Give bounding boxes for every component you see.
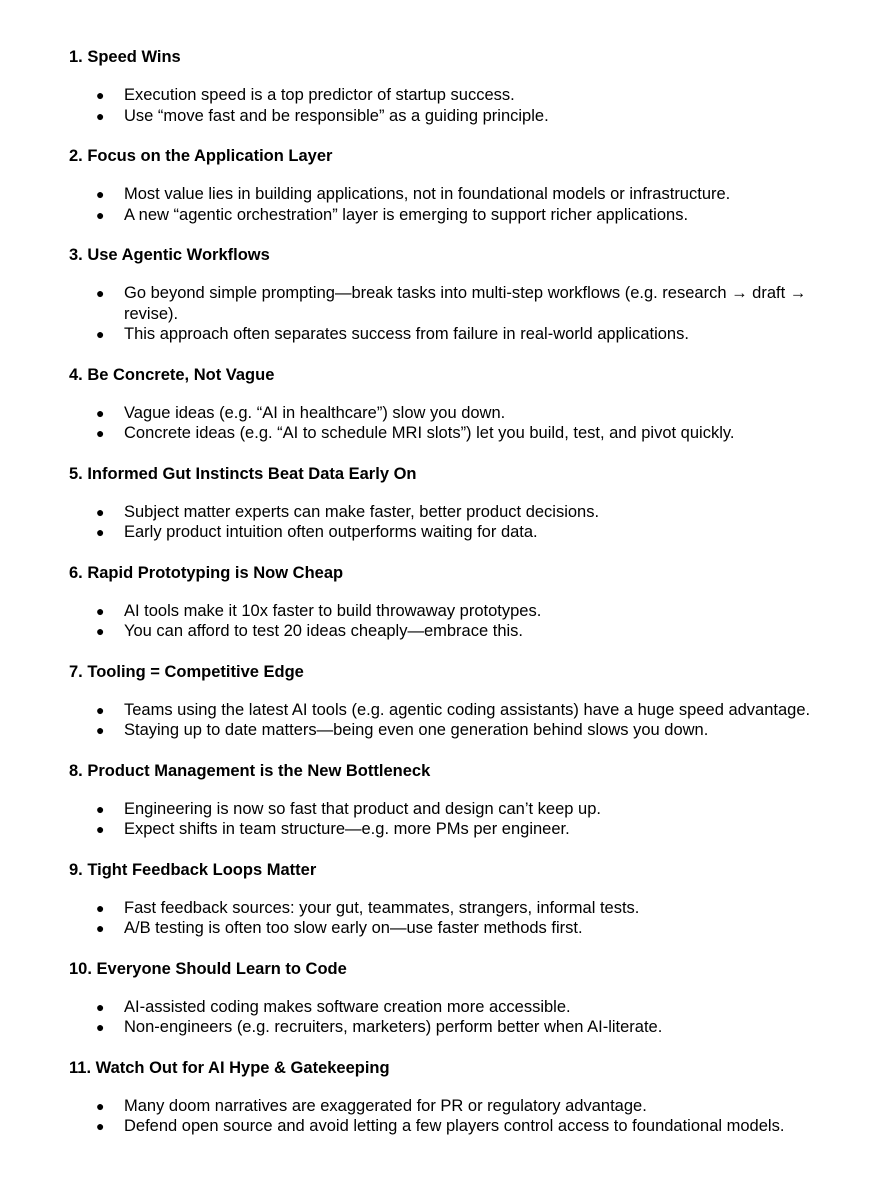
section-agentic-workflows (69, 244, 851, 345)
bullet-list (69, 85, 851, 126)
bullet-text: Execution speed is a top predictor of startup success. (124, 86, 515, 104)
section-gut-instincts (69, 463, 851, 543)
bullet-text: Go beyond simple prompting—break tasks into multi-step workflows (e.g. research → draft → revise). (124, 284, 807, 323)
bullet-item (69, 184, 824, 205)
bullet-item (69, 819, 824, 840)
section-title: 4. Be Concrete, Not Vague (69, 365, 275, 384)
bullet-dot-icon: ● (96, 998, 105, 1015)
bullet-dot-icon: ● (96, 1019, 105, 1035)
bullet-item (69, 918, 824, 939)
bullet-item (69, 283, 824, 324)
section-title: 3. Use Agentic Workflows (69, 246, 270, 264)
bullet-dot-icon: ● (96, 920, 105, 936)
bullet-text: Early product intuition often outperforms waiting for data. (124, 523, 538, 541)
bullet-item (69, 106, 824, 127)
bullet-text: AI tools make it 10x faster to build throwaway prototypes. (124, 601, 542, 620)
section-tooling (69, 661, 851, 741)
bullet-item (69, 522, 824, 543)
bullet-dot-icon: ● (96, 623, 105, 639)
section-title: 2. Focus on the Application Layer (69, 147, 333, 165)
bullet-text: A/B testing is often too slow early on—use faster methods first. (124, 919, 583, 937)
bullet-list (69, 898, 851, 939)
bullet-list (69, 283, 851, 345)
bullet-list (69, 184, 851, 225)
bullet-text: Expect shifts in team structure—e.g. more PMs per engineer. (124, 820, 570, 838)
bullet-item (69, 423, 824, 444)
bullet-dot-icon: ● (96, 701, 105, 718)
bullet-dot-icon: ● (96, 107, 105, 124)
bullet-dot-icon: ● (96, 899, 105, 916)
bullet-dot-icon: ● (96, 821, 105, 837)
bullet-text: Use “move fast and be responsible” as a guiding principle. (124, 106, 549, 125)
bullet-text: Many doom narratives are exaggerated for PR or regulatory advantage. (124, 1096, 647, 1115)
bullet-item (69, 502, 824, 523)
bullet-text: Fast feedback sources: your gut, teammates, strangers, informal tests. (124, 898, 640, 917)
bullet-text: A new “agentic orchestration” layer is emerging to support richer applications. (124, 205, 689, 224)
bullet-dot-icon: ● (96, 425, 105, 441)
bullet-item (69, 997, 824, 1018)
bullet-item (69, 403, 824, 424)
bullet-list (69, 601, 851, 642)
bullet-list (69, 403, 851, 444)
bullet-dot-icon: ● (96, 602, 105, 619)
section-ai-hype (69, 1057, 851, 1137)
bullet-item (69, 720, 824, 741)
bullet-item (69, 799, 824, 820)
section-speed-wins (69, 46, 851, 126)
bullet-text: Non-engineers (e.g. recruiters, marketers) perform better when AI-literate. (124, 1018, 663, 1036)
bullet-text: This approach often separates success from failure in real-world applications. (124, 325, 689, 343)
bullet-dot-icon: ● (96, 206, 105, 223)
section-title: 11. Watch Out for AI Hype & Gatekeeping (69, 1058, 390, 1077)
bullet-dot-icon: ● (96, 326, 105, 342)
bullet-dot-icon: ● (96, 87, 105, 103)
section-title: 8. Product Management is the New Bottleneck (69, 761, 431, 780)
bullet-item (69, 1017, 824, 1038)
section-title: 1. Speed Wins (69, 48, 181, 66)
bullet-text: Subject matter experts can make faster, better product decisions. (124, 502, 600, 521)
bullet-item (69, 85, 824, 106)
bullet-text: Vague ideas (e.g. “AI in healthcare”) slow you down. (124, 403, 506, 422)
bullet-text: You can afford to test 20 ideas cheaply—embrace this. (124, 622, 523, 640)
section-title: 5. Informed Gut Instincts Beat Data Early On (69, 464, 417, 483)
bullet-text: Concrete ideas (e.g. “AI to schedule MRI slots”) let you build, test, and pivot quickly. (124, 424, 735, 442)
section-application-layer (69, 145, 851, 225)
bullet-list (69, 997, 851, 1038)
bullet-text: Most value lies in building applications, not in foundational models or infrastructure. (124, 185, 731, 203)
bullet-item (69, 205, 824, 226)
bullet-text: Teams using the latest AI tools (e.g. agentic coding assistants) have a huge speed advantage. (124, 700, 811, 719)
bullet-dot-icon: ● (96, 503, 105, 520)
bullet-item (69, 1116, 864, 1137)
bullet-dot-icon: ● (96, 1118, 105, 1134)
bullet-list (69, 1096, 851, 1137)
bullet-dot-icon: ● (96, 722, 105, 738)
section-rapid-prototyping (69, 562, 851, 642)
bullet-item (69, 601, 824, 622)
bullet-item (69, 324, 824, 345)
bullet-text: Staying up to date matters—being even one generation behind slows you down. (124, 721, 709, 739)
section-title: 7. Tooling = Competitive Edge (69, 662, 304, 681)
bullet-text: Engineering is now so fast that product and design can’t keep up. (124, 799, 601, 818)
bullet-list (69, 700, 851, 741)
bullet-text: AI-assisted coding makes software creation more accessible. (124, 997, 571, 1016)
bullet-dot-icon: ● (96, 1097, 105, 1114)
section-title: 6. Rapid Prototyping is Now Cheap (69, 563, 344, 582)
bullet-dot-icon: ● (96, 800, 105, 817)
section-title: 10. Everyone Should Learn to Code (69, 959, 347, 978)
bullet-text: Defend open source and avoid letting a few players control access to foundational models. (124, 1117, 785, 1135)
bullet-list (69, 502, 851, 543)
section-title: 9. Tight Feedback Loops Matter (69, 860, 317, 879)
bullet-dot-icon: ● (96, 285, 105, 301)
bullet-item (69, 700, 864, 721)
bullet-dot-icon: ● (96, 186, 105, 202)
bullet-dot-icon: ● (96, 524, 105, 540)
bullet-item (69, 898, 824, 919)
bullet-item (69, 1096, 824, 1117)
bullet-item (69, 621, 824, 642)
section-concrete-not-vague (69, 364, 851, 444)
section-feedback-loops (69, 859, 851, 939)
bullet-list (69, 799, 851, 840)
section-learn-to-code (69, 958, 851, 1038)
bullet-dot-icon: ● (96, 404, 105, 421)
section-product-management (69, 760, 851, 840)
